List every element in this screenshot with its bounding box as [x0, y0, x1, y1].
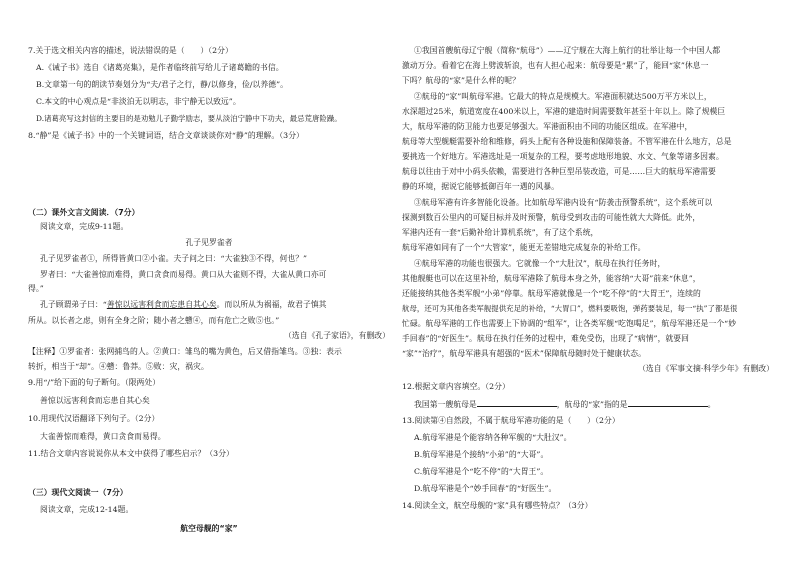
q12-blank-2[interactable]: [628, 399, 708, 407]
article-p4-line-6: 手回春”的“好医生”。航母在执行任务的过程中，难免受伤，出现了“病情”，就要回: [402, 334, 689, 343]
q14-stem: 14.阅读全文，航空母舰的“家”具有哪些特点？（3分）: [402, 501, 593, 510]
article-p4-line-2: 其他舰艇也可以在这里补给，航母军港除了航母本身之外，能容纳“大哥”前来“休息”，: [402, 274, 701, 283]
passage-text: 所从。以长者之虑，则有全身之阶；随小者之戆: [28, 316, 193, 325]
article-p2-line-1: ②航母的“家”叫航母军港。它最大的特点是规模大。军港面积就达500万平方米以上，: [414, 92, 712, 101]
q12-blank-1[interactable]: [477, 399, 557, 407]
article-p1-line-3: 下吗？航母的“家”是什么样的呢？: [402, 76, 520, 85]
q7-option-b: B.文章第一句的朗读节奏划分为“夫/君子之行，静/以修身，俭/以养德”。: [36, 80, 288, 89]
passage-text: 也。”: [263, 316, 280, 325]
passage-line-2: 罗者曰：“大雀善惊而难得，黄口贪食而易得。黄口从大雀则不得，大雀从黄口亦可: [40, 270, 327, 279]
section3-instruction: 阅读文章，完成12-14题。: [40, 505, 134, 514]
underlined-sentence: 善惊以远害利食而忘患自其心矣: [106, 300, 217, 309]
q7-option-d: D.诸葛亮写这封信的主要目的是劝勉儿子勤学励志，要从淡泊宁静中下功夫，最忌荒唐险躁。: [36, 114, 342, 123]
q13-option-b: B.航母军港是个接纳“小弟”的“大哥”。: [414, 450, 549, 459]
section2-heading: （二）课外文言文阅读．（7分）: [28, 208, 140, 217]
section2-title: 孔子见罗雀者: [185, 238, 233, 247]
q12-text: ，航母的“家”指的是: [556, 400, 628, 409]
passage-text: 。而以所从为祸福，故君子慎其: [216, 300, 327, 309]
q7-option-c: C.本文的中心观点是“非淡泊无以明志，非宁静无以致远”。: [36, 97, 241, 106]
article-p4-line-1: ④航母军港的功能也很强大。它就像一个“大肚汉”，航母在执行任务时，: [414, 259, 666, 268]
q13-option-d: D.航母军港是个“妙手回春”的“好医生”。: [414, 484, 557, 493]
article-p2-line-2: 水深超过25米，航道宽度在400米以上，军港的建造时间需要数年甚至十年以上。除了规模巨: [402, 107, 726, 116]
q8-stem: 8.“静”是《诫子书》中的一个关键词语，结合文章谈谈你对“静”的理解。（3分）: [28, 131, 304, 140]
annotation-line-1: 【注释】①罗雀者：张网捕鸟的人。②黄口：雏鸟的嘴为黄色，后又借指雏鸟。③独：表示: [28, 347, 342, 356]
section3-heading: （三）现代文阅读一（7分）: [28, 488, 128, 497]
article-p4-line-3: 还能接纳其他各类军舰“小弟”停靠。航母军港就像是一个“吃不停”的“大胃王”，连续的: [402, 289, 701, 298]
article-source: （选自《军事文摘·科学少年》有删改）: [638, 364, 774, 373]
note-mark: ④: [192, 316, 201, 325]
passage-line-1: [40, 254, 307, 264]
q12-fill-line: [414, 399, 716, 410]
right-column: [402, 0, 774, 561]
article-p2-line-4: 航母等大型舰艇需要补给和维修，码头上配有各种设施和保障装备。不管军港在什么地方，总是: [402, 137, 732, 146]
passage-line-4: [40, 300, 327, 310]
note-mark: ②: [142, 254, 150, 263]
article-p2-line-7: 静的环境，据说它能够抵御百年一遇的风暴。: [402, 182, 559, 191]
section3-title: 航空母舰的“家”: [180, 524, 238, 533]
passage-text: ，所得皆黄口: [94, 254, 143, 263]
passage-line-5: [28, 316, 279, 326]
note-mark: ⑤: [255, 316, 264, 325]
article-p3-line-3: 军港内还有一套“后勤补给计算机系统”，有了这个系统，: [402, 228, 599, 237]
q12-text: 。: [707, 400, 716, 409]
article-p1-line-2: 激动万分。看着它在海上劈波斩浪，也有人担心起来：航母要是“累”了，能回“家”休息一: [402, 61, 709, 70]
passage-text: 孔子见罗雀者: [40, 254, 88, 263]
passage-text: 小雀。夫子问之曰：“大雀独: [149, 254, 249, 263]
q9-stem: 9.用“/”给下面的句子断句。（限两处）: [28, 378, 161, 387]
passage-text: 不得，何也？”: [255, 254, 308, 263]
section2-instruction: 阅读文章，完成9-11题。: [40, 222, 129, 231]
article-p1-line-1: ①我国首艘航母辽宁舰（简称“航母”）——辽宁舰在大海上航行的壮举让每一个中国人都: [414, 46, 721, 55]
q12-stem: 12.根据文章内容填空。（2分）: [402, 382, 510, 391]
q13-stem: 13.阅读第④自然段，不属于航母军港功能的是（ ）（2分）: [402, 416, 620, 425]
passage-text: 孔子顾谓弟子曰：“: [40, 300, 107, 309]
article-p4-line-7: “家”“治疗”，航母军港具有超强的“医术”保障航母随时处于健康状态。: [402, 349, 646, 358]
passage-text: ，而有危亡之败: [200, 316, 256, 325]
article-p2-line-5: 要挑选一个好地方。军港选址是一项复杂的工程，要考虑地形地貌、水文、气象等诸多因素。: [402, 152, 724, 161]
article-p4-line-5: 忙碌。航母军港的工作也需要上下协调的“组军”，让各类军舰“吃饱喝足”，航母军港还是一个“妙: [402, 319, 737, 328]
article-p3-line-2: 探测到数百公里内的可疑目标并及时预警，航母受到攻击的可能性就大大降低。此外，: [402, 213, 701, 222]
q9-sentence: 善惊以远害利食而忘患自其心矣: [40, 396, 150, 405]
note-mark: ①: [87, 254, 95, 263]
q7-option-a: A.《诫子书》选自《诸葛亮集》，是作者临终前写给儿子诸葛瞻的书信。: [36, 63, 284, 72]
q12-text: 我国第一艘航母是: [414, 400, 477, 409]
note-mark: ③: [248, 254, 256, 263]
article-p4-line-4: 航母，还可为其他各类军舰提供充足的补给，“大胃口”，燃料要吸饱，弹药要装足，每一“执”了都是很: [402, 304, 738, 313]
passage-line-3: 得。”: [28, 284, 44, 293]
q10-sentence: 大雀善惊而难得，黄口贪食而易得。: [40, 432, 166, 441]
article-p2-line-6: 航母以往由于对中小码头依赖，需要进行各种巨型吊装改造，可是……巨大的航母军港需要: [402, 167, 716, 176]
left-column: [28, 0, 390, 561]
passage-source: （选自《孔子家语》，有删改）: [284, 331, 390, 340]
q13-option-a: A.航母军港是个能容纳各种军舰的“大肚汉”。: [414, 433, 572, 442]
q11-stem: 11.结合文章内容说说你从本文中获得了哪些启示？（3分）: [28, 449, 234, 458]
article-p2-line-3: 大，航母军港的防卫能力也要足够强大。军港面积由不同的功能区组成。在军港中，: [402, 122, 693, 131]
q13-option-c: C.航母军港是个“吃不停”的“大胃王”。: [414, 467, 549, 476]
q7-stem: 7.关于选文相关内容的描述，说法错误的是（ ）（2分）: [28, 46, 233, 55]
q10-stem: 10.用现代汉语翻译下列句子。（2分）: [28, 414, 160, 423]
article-p3-line-4: 航母军港如同有了一个“大管家”，能更无差错地完成复杂的补给工作。: [402, 243, 646, 252]
article-p3-line-1: ③航母军港有许多智能化设备。比如航母军港内设有“防袭击预警系统”，这个系统可以: [414, 198, 713, 207]
annotation-line-2: 转折，相当于“却”。④戆：鲁莽。⑤败：灾，祸灾。: [28, 362, 209, 371]
